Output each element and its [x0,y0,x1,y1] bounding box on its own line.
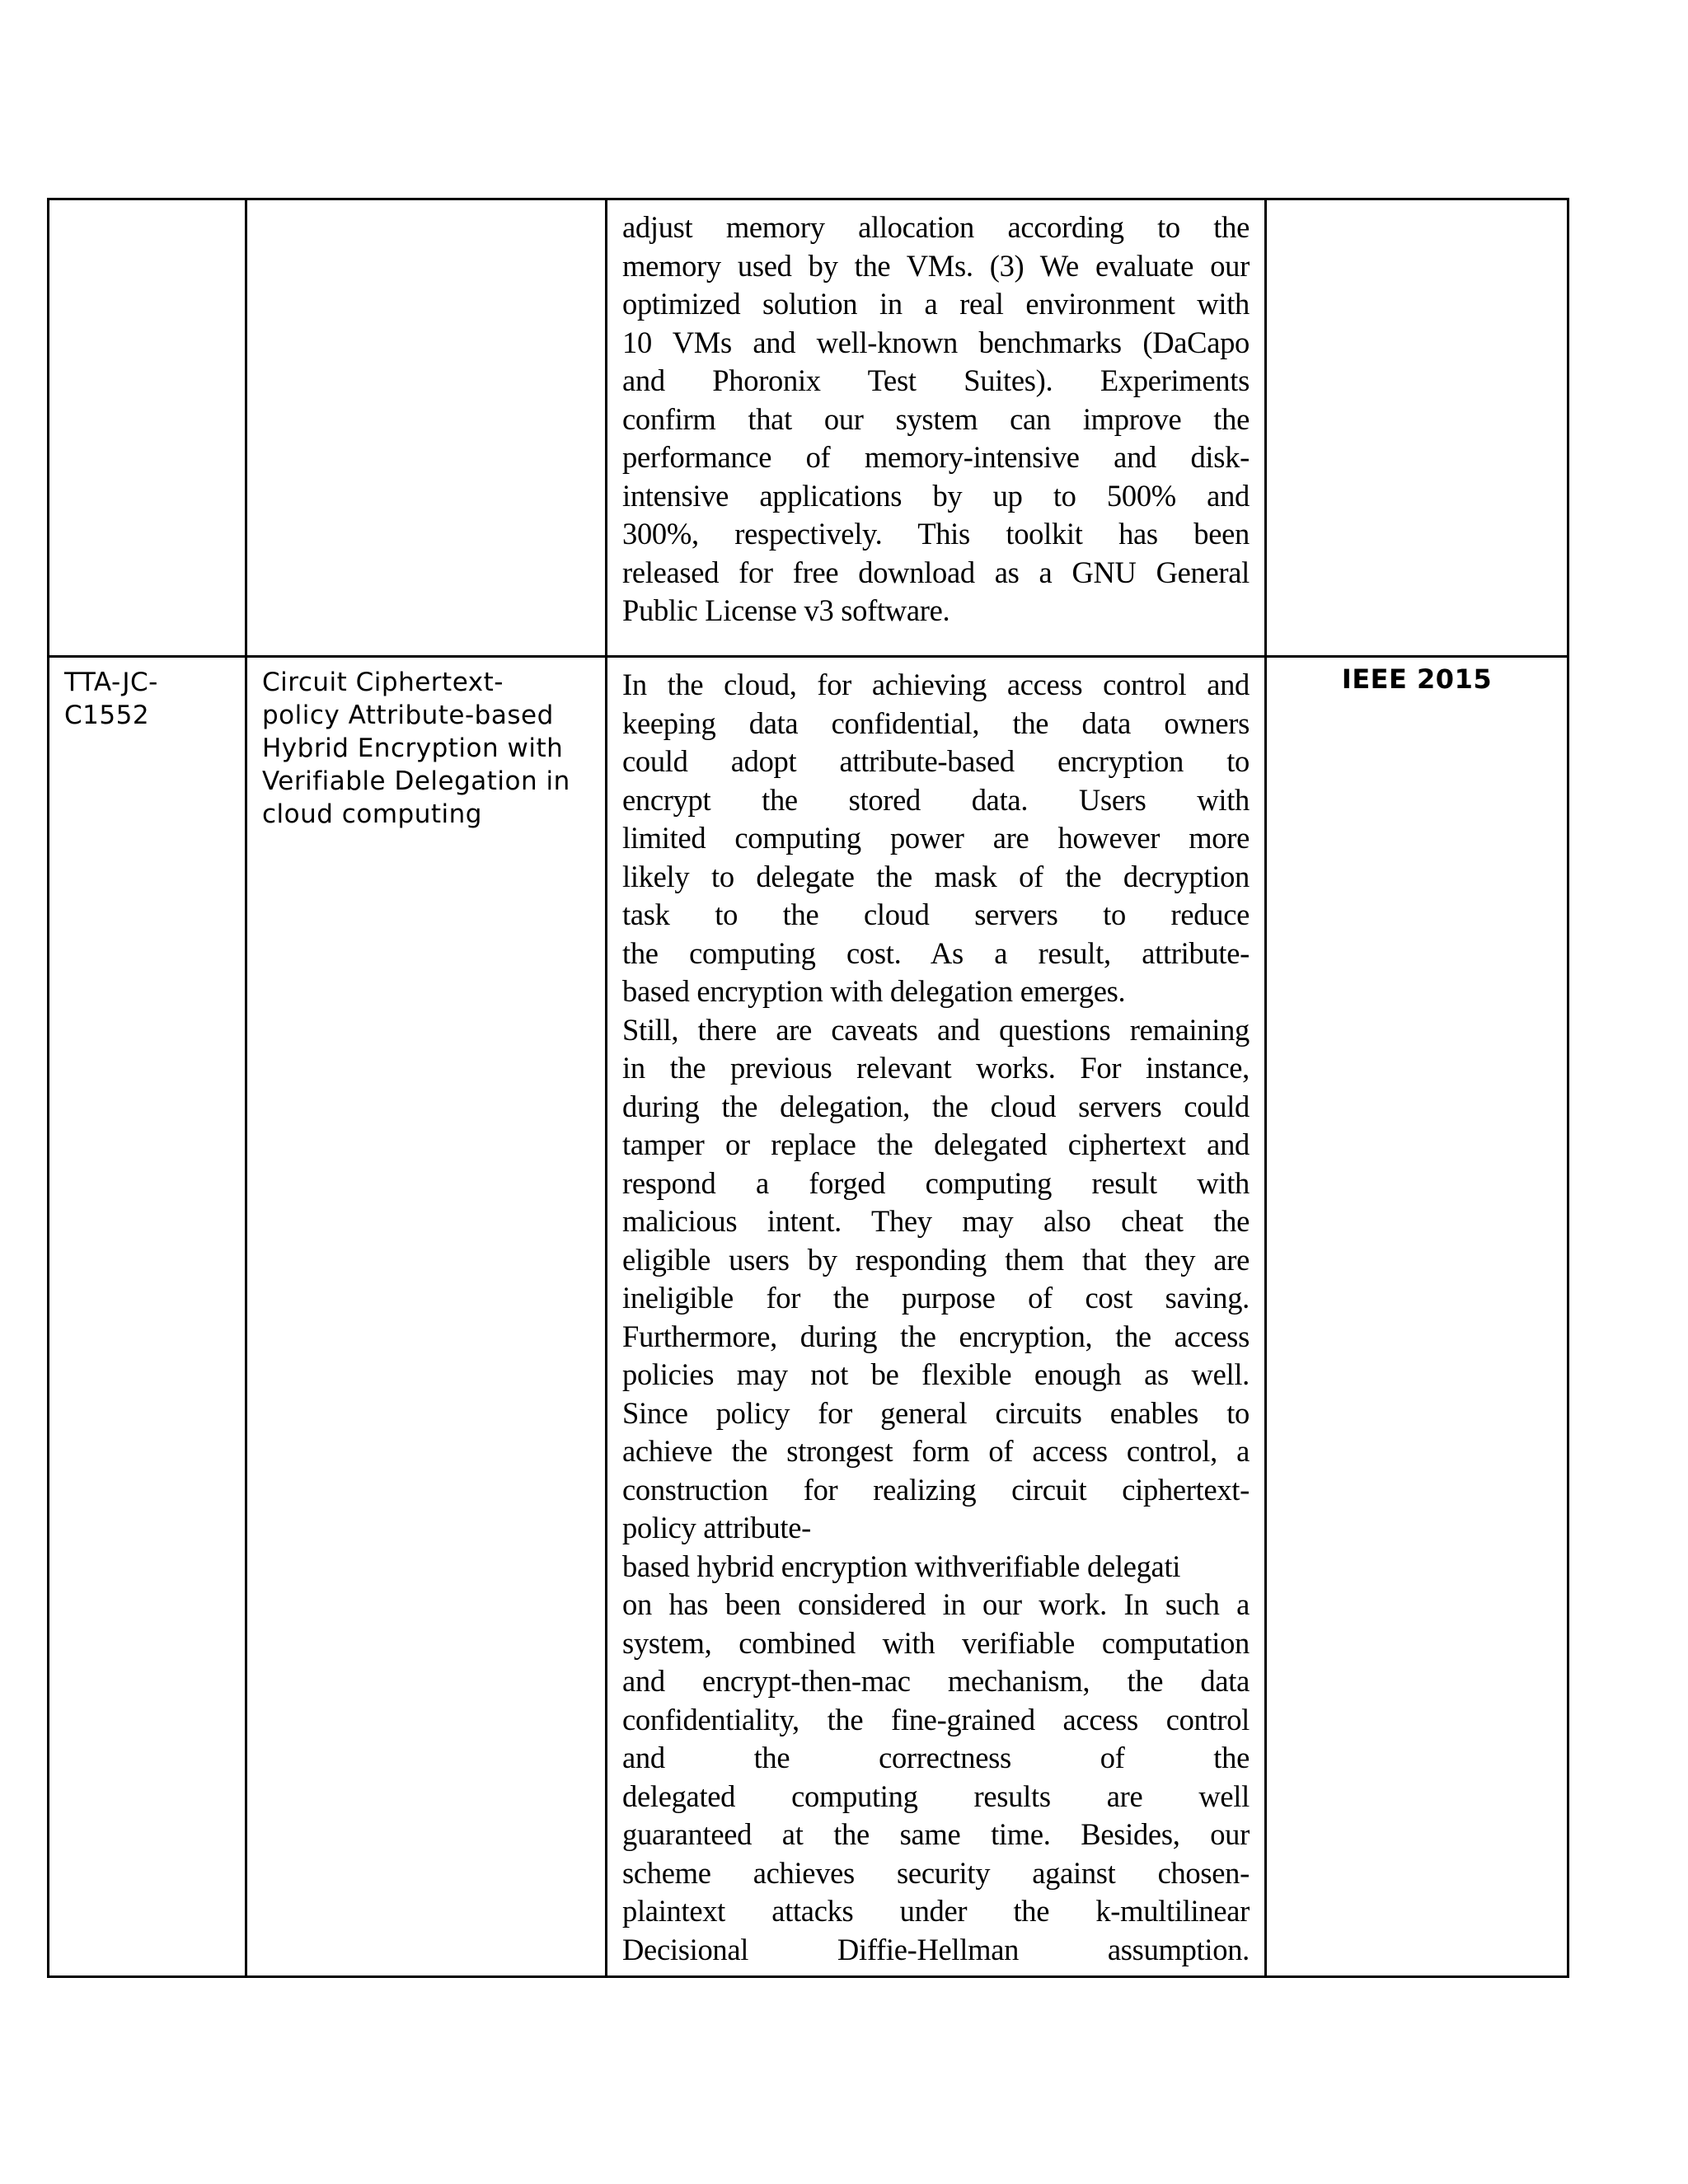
title-cell [246,657,607,1977]
code-text [49,658,245,738]
title-line: policy Attribute-based [262,701,554,730]
title-line: Circuit Ciphertext- [262,668,504,697]
abstract-line: and Phoronix Test Suites). Experiments [622,363,1250,397]
abstract-line: malicious intent. They may also cheat the [622,1204,1250,1238]
abstract-line: Decisional Diffie-Hellman assumption. [622,1932,1250,1966]
abstract-line: In the cloud, for achieving access control and [622,668,1250,701]
abstract-line: and encrypt-then-mac mechanism, the data [622,1664,1250,1698]
abstract-line: scheme achieves security against chosen- [622,1855,1250,1890]
abstract-line: construction for realizing circuit ciphertext- [622,1472,1250,1507]
abstract-line: plaintext attacks under the k-multilinear [622,1894,1250,1928]
abstract-cell [607,199,1266,657]
abstract-line: likely to delegate the mask of the decryption [622,859,1250,893]
title-text [247,200,605,215]
abstract-line: tamper or replace the delegated ciphertext and [622,1127,1250,1161]
abstract-line: during the delegation, the cloud servers could [622,1089,1250,1123]
abstract-line: based encryption with delegation emerges. [622,974,1126,1008]
abstract-line: confirm that our system can improve the [622,401,1250,436]
code-cell [49,199,246,657]
year-cell [1266,657,1568,1977]
abstract-line: Furthermore, during the encryption, the access [622,1319,1250,1353]
abstract-line: respond a forged computing result with [622,1165,1250,1200]
abstract-line: could adopt attribute-based encryption to [622,744,1250,778]
abstract-line: based hybrid encryption withverifiable delegati [622,1549,1181,1583]
abstract-line: policies may not be flexible enough as well. [622,1357,1250,1391]
abstract-line: in the previous relevant works. For instance, [622,1051,1250,1085]
year-text: IEEE 2015 [1341,663,1493,695]
code-line: TTA-JC- [64,668,158,697]
title-cell [246,199,607,657]
abstract-line: performance of memory-intensive and disk- [622,440,1250,474]
code-line: C1552 [64,701,150,730]
abstract-line: and the correctness of the [622,1741,1250,1774]
abstract-line: eligible users by responding them that they are [622,1242,1250,1277]
abstract-text [607,200,1264,637]
code-text [49,200,245,215]
abstract-cell [607,657,1266,1977]
abstract-line: the computing cost. As a result, attribute- [622,935,1250,970]
abstract-line: delegated computing results are well [622,1779,1250,1813]
abstract-line: released for free download as a GNU General [622,555,1250,589]
abstract-line: 300%, respectively. This toolkit has been [622,517,1250,551]
abstract-line: achieve the strongest form of access control, a [622,1434,1250,1468]
title-line: cloud computing [262,799,482,829]
abstract-line: ineligible for the purpose of cost saving. [622,1281,1250,1315]
abstract-line: system, combined with verifiable computation [622,1625,1250,1660]
document-table [47,198,1569,1978]
abstract-line: memory used by the VMs. (3) We evaluate our [622,248,1250,283]
abstract-line: limited computing power are however more [622,821,1250,855]
abstract-line: task to the cloud servers to reduce [622,898,1250,931]
abstract-line: Still, there are caveats and questions remaining [622,1012,1250,1047]
title-line: Hybrid Encryption with [262,733,564,763]
abstract-line: encrypt the stored data. Users with [622,782,1250,817]
code-cell [49,657,246,1977]
title-text [247,658,605,837]
abstract-line: Since policy for general circuits enables to [622,1395,1250,1430]
abstract-line: Public License v3 software. [622,593,950,627]
abstract-line: 10 VMs and well-known benchmarks (DaCapo [622,325,1250,359]
title-line: Verifiable Delegation in [262,766,570,796]
abstract-line: guaranteed at the same time. Besides, our [622,1817,1250,1851]
abstract-line: adjust memory allocation according to the [622,210,1250,244]
year-cell [1266,199,1568,657]
abstract-line: optimized solution in a real environment with [622,287,1250,321]
abstract-text [607,658,1264,1975]
abstract-line: on has been considered in our work. In such a [622,1587,1250,1621]
table-row [49,199,1568,657]
abstract-line: intensive applications by up to 500% and [622,478,1250,513]
table-row [49,657,1568,1977]
abstract-line: policy attribute- [622,1511,812,1544]
abstract-line: keeping data confidential, the data owners [622,705,1250,740]
year-text [1267,200,1567,205]
abstract-line: confidentiality, the fine-grained access control [622,1702,1250,1736]
